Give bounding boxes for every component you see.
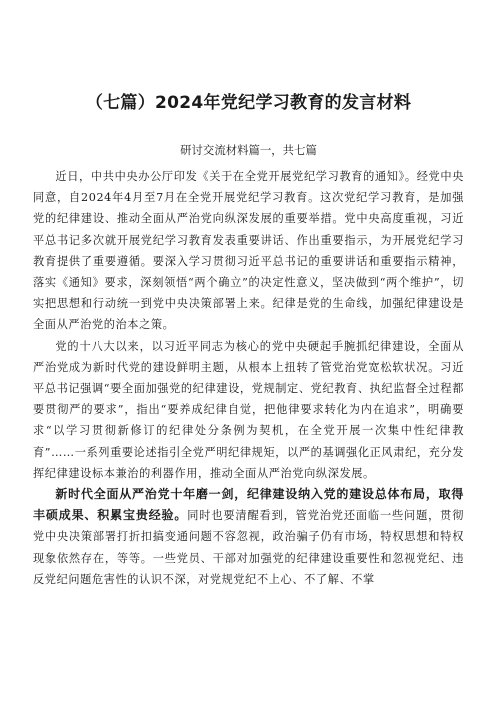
document-title: （七篇）2024年党纪学习教育的发言材料: [85, 93, 412, 113]
paragraph: [33, 484, 464, 590]
paragraph: [33, 166, 464, 336]
paragraph-text: 党的十八大以来，以习近平同志为核心的党中央硬起手腕抓纪律建设，全面从严治党成为新时代党的建设鲜明主题，从根本上扭转了管党治党宽松软状况。习近平总书记强调“要全面加强党的纪律建设，党规制定、党纪教育、执纪监督全过程都要贯彻严的要求”，指出“要养成纪律自觉，把他律要求转化为内在追求”，明确要求“以学习贯彻新修订的纪律处分条例为契机，在全党开展一次集中性纪律教育”……一系列重要论述指引全党严明纪律规矩，以严的基调强化正风肃纪，充分发挥纪律建设标本兼治的利器作用，推动全面从严治党向纵深发展。: [33, 339, 464, 480]
document-body: [33, 166, 464, 590]
paragraph-text: 同时也要清醒看到，管党治党还面临一些问题，贯彻党中央决策部署打折扣搞变通问题不容忽视，政治骗子仍有市场，特权思想和特权现象依然存在，等等。一些党员、干部对加强党的纪律建设重要性和忽视党纪、违反党纪问题危害性的认识不深，对党规党纪不上心、不了解、不掌: [33, 509, 464, 586]
paragraph-text: 近日，中共中央办公厅印发《关于在全党开展党纪学习教育的通知》。经党中央同意，自2024年4月至7月在全党开展党纪学习教育。这次党纪学习教育，是加强党的纪律建设、推动全面从严治党向纵深发展的重要举措。党中央高度重视，习近平总书记多次就开展党纪学习教育发表重要讲话、作出重要指示，为开展党纪学习教育提供了重要遵循。要深入学习贯彻习近平总书记的重要讲话和重要指示精神，落实《通知》要求，深刻领悟“两个确立”的决定性意义，坚决做到“两个维护”，切实把思想和行动统一到党中央决策部署上来。纪律是党的生命线，加强纪律建设是全面从严治党的治本之策。: [33, 170, 464, 332]
document-subtitle: 研讨交流材料篇一，共七篇: [180, 143, 317, 157]
paragraph-lead-sentence: 新时代全面从严治党十年磨一剑，纪律建设纳入党的建设总体布局，取得丰硕成果、积累宝贵经验。: [33, 487, 464, 523]
paragraph: [33, 336, 464, 484]
